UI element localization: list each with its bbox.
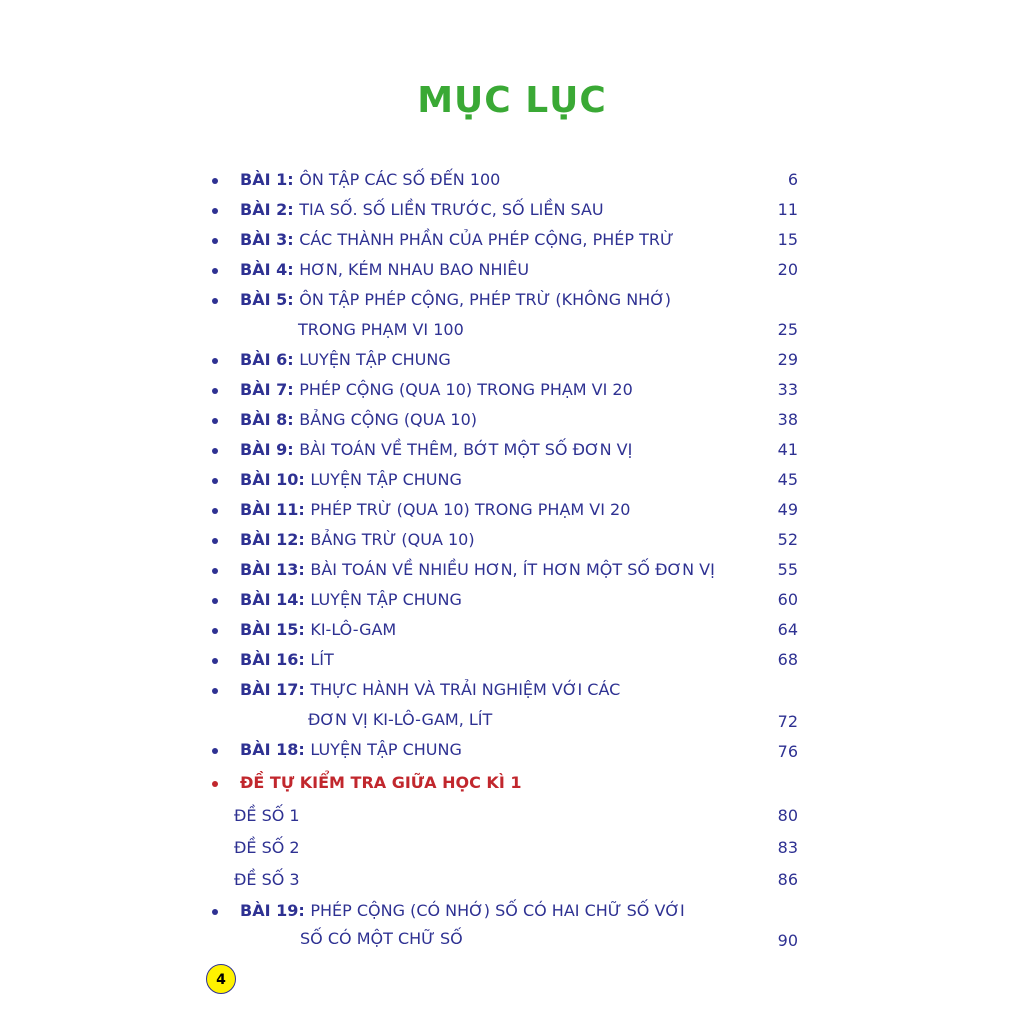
page-number: 6 (787, 170, 798, 189)
bullet-icon (212, 358, 218, 364)
lesson-label: BÀI 2: (240, 200, 294, 219)
lesson-label: BÀI 11: (240, 500, 305, 519)
toc-item-13 (212, 556, 798, 584)
page-number: 86 (777, 870, 798, 889)
bullet-icon (212, 748, 218, 754)
lesson-title: HƠN, KÉM NHAU BAO NHIÊU (299, 260, 530, 279)
lesson-title-continued: SỐ CÓ MỘT CHỮ SỐ (300, 929, 463, 948)
toc-item-16 (212, 646, 798, 674)
lesson-label: BÀI 9: (240, 440, 294, 459)
bullet-icon (212, 508, 218, 514)
toc-subitem-3 (212, 866, 798, 894)
section-title: ĐỀ TỰ KIỂM TRA GIỮA HỌC KÌ 1 (240, 773, 522, 792)
toc-item-2 (212, 196, 798, 224)
lesson-label: BÀI 12: (240, 530, 305, 549)
lesson-label: BÀI 8: (240, 410, 294, 429)
lesson-title: LUYỆN TẬP CHUNG (310, 740, 462, 759)
lesson-title: BẢNG CỘNG (QUA 10) (299, 410, 477, 429)
bullet-icon (212, 478, 218, 484)
page-number: 15 (777, 230, 798, 249)
toc-item-4 (212, 256, 798, 284)
page-number: 64 (777, 620, 798, 639)
toc-section-midterm (212, 769, 798, 797)
toc-item-1 (212, 166, 798, 194)
bullet-icon (212, 909, 218, 915)
lesson-label: BÀI 4: (240, 260, 294, 279)
lesson-title: LUYỆN TẬP CHUNG (310, 590, 462, 609)
page-number: 11 (777, 200, 798, 219)
lesson-title: LUYỆN TẬP CHUNG (299, 350, 451, 369)
test-title: ĐỀ SỐ 1 (234, 806, 300, 825)
page-number: 25 (777, 320, 798, 339)
bullet-icon (212, 658, 218, 664)
lesson-title: PHÉP CỘNG (QUA 10) TRONG PHẠM VI 20 (299, 380, 633, 399)
toc-item-7 (212, 376, 798, 404)
lesson-label: BÀI 13: (240, 560, 305, 579)
bullet-icon (212, 688, 218, 694)
toc-subitem-1 (212, 802, 798, 830)
test-title: ĐỀ SỐ 2 (234, 838, 300, 857)
toc-item-5 (212, 286, 798, 314)
toc-item-15 (212, 616, 798, 644)
toc-item-17-continued (212, 706, 798, 734)
lesson-title-continued: TRONG PHẠM VI 100 (298, 320, 464, 339)
toc-subitem-2 (212, 834, 798, 862)
page-number: 41 (777, 440, 798, 459)
page-number: 29 (777, 350, 798, 369)
lesson-label: BÀI 19: (240, 901, 305, 920)
lesson-title-continued: ĐƠN VỊ KI-LÔ-GAM, LÍT (308, 710, 493, 729)
bullet-icon (212, 178, 218, 184)
bullet-icon (212, 568, 218, 574)
page-number: 90 (777, 931, 798, 950)
lesson-label: BÀI 14: (240, 590, 305, 609)
toc-item-8 (212, 406, 798, 434)
page-number: 55 (777, 560, 798, 579)
page-number: 72 (777, 712, 798, 731)
toc-item-18 (212, 736, 798, 764)
lesson-title: KI-LÔ-GAM (310, 620, 397, 639)
toc-item-19 (212, 897, 798, 925)
toc-item-5-continued (212, 316, 798, 344)
page-number: 60 (777, 590, 798, 609)
lesson-title: ÔN TẬP PHÉP CỘNG, PHÉP TRỪ (KHÔNG NHỚ) (299, 290, 672, 309)
page-number: 38 (777, 410, 798, 429)
bullet-icon (212, 448, 218, 454)
toc-item-11 (212, 496, 798, 524)
lesson-label: BÀI 16: (240, 650, 305, 669)
bullet-icon (212, 538, 218, 544)
lesson-title: LÍT (310, 650, 334, 669)
lesson-title: CÁC THÀNH PHẦN CỦA PHÉP CỘNG, PHÉP TRỪ (299, 230, 674, 249)
page-number: 20 (777, 260, 798, 279)
bullet-icon (212, 298, 218, 304)
toc-item-17 (212, 676, 798, 704)
lesson-title: ÔN TẬP CÁC SỐ ĐẾN 100 (299, 170, 501, 189)
page-title: MỤC LỤC (417, 80, 607, 121)
page-number: 83 (777, 838, 798, 857)
lesson-title: BÀI TOÁN VỀ THÊM, BỚT MỘT SỐ ĐƠN VỊ (299, 440, 633, 459)
lesson-title: THỰC HÀNH VÀ TRẢI NGHIỆM VỚI CÁC (310, 680, 621, 699)
page-number: 33 (777, 380, 798, 399)
lesson-label: BÀI 7: (240, 380, 294, 399)
toc-item-3 (212, 226, 798, 254)
lesson-label: BÀI 15: (240, 620, 305, 639)
test-title: ĐỀ SỐ 3 (234, 870, 300, 889)
toc-item-14 (212, 586, 798, 614)
lesson-label: BÀI 6: (240, 350, 294, 369)
toc-item-10 (212, 466, 798, 494)
lesson-label: BÀI 3: (240, 230, 294, 249)
bullet-icon (212, 388, 218, 394)
lesson-label: BÀI 1: (240, 170, 294, 189)
bullet-icon (212, 598, 218, 604)
lesson-title: PHÉP TRỪ (QUA 10) TRONG PHẠM VI 20 (310, 500, 631, 519)
page-number: 80 (777, 806, 798, 825)
bullet-icon (212, 208, 218, 214)
bullet-icon (212, 628, 218, 634)
bullet-icon (212, 268, 218, 274)
bullet-icon (212, 781, 218, 787)
page-number-badge: 4 (206, 964, 236, 994)
lesson-title: TIA SỐ. SỐ LIỀN TRƯỚC, SỐ LIỀN SAU (299, 200, 604, 219)
lesson-label: BÀI 18: (240, 740, 305, 759)
toc-item-19-continued (212, 925, 798, 953)
lesson-title: PHÉP CỘNG (CÓ NHỚ) SỐ CÓ HAI CHỮ SỐ VỚI (310, 901, 685, 920)
lesson-label: BÀI 10: (240, 470, 305, 489)
lesson-title: BẢNG TRỪ (QUA 10) (310, 530, 475, 549)
toc-item-12 (212, 526, 798, 554)
page-number: 45 (777, 470, 798, 489)
lesson-label: BÀI 17: (240, 680, 305, 699)
toc-item-6 (212, 346, 798, 374)
lesson-title: BÀI TOÁN VỀ NHIỀU HƠN, ÍT HƠN MỘT SỐ ĐƠN VỊ (310, 560, 715, 579)
bullet-icon (212, 418, 218, 424)
toc-item-9 (212, 436, 798, 464)
page-number: 76 (777, 742, 798, 761)
page-number: 52 (777, 530, 798, 549)
lesson-title: LUYỆN TẬP CHUNG (310, 470, 462, 489)
page-number: 68 (777, 650, 798, 669)
bullet-icon (212, 238, 218, 244)
page-number: 49 (777, 500, 798, 519)
lesson-label: BÀI 5: (240, 290, 294, 309)
